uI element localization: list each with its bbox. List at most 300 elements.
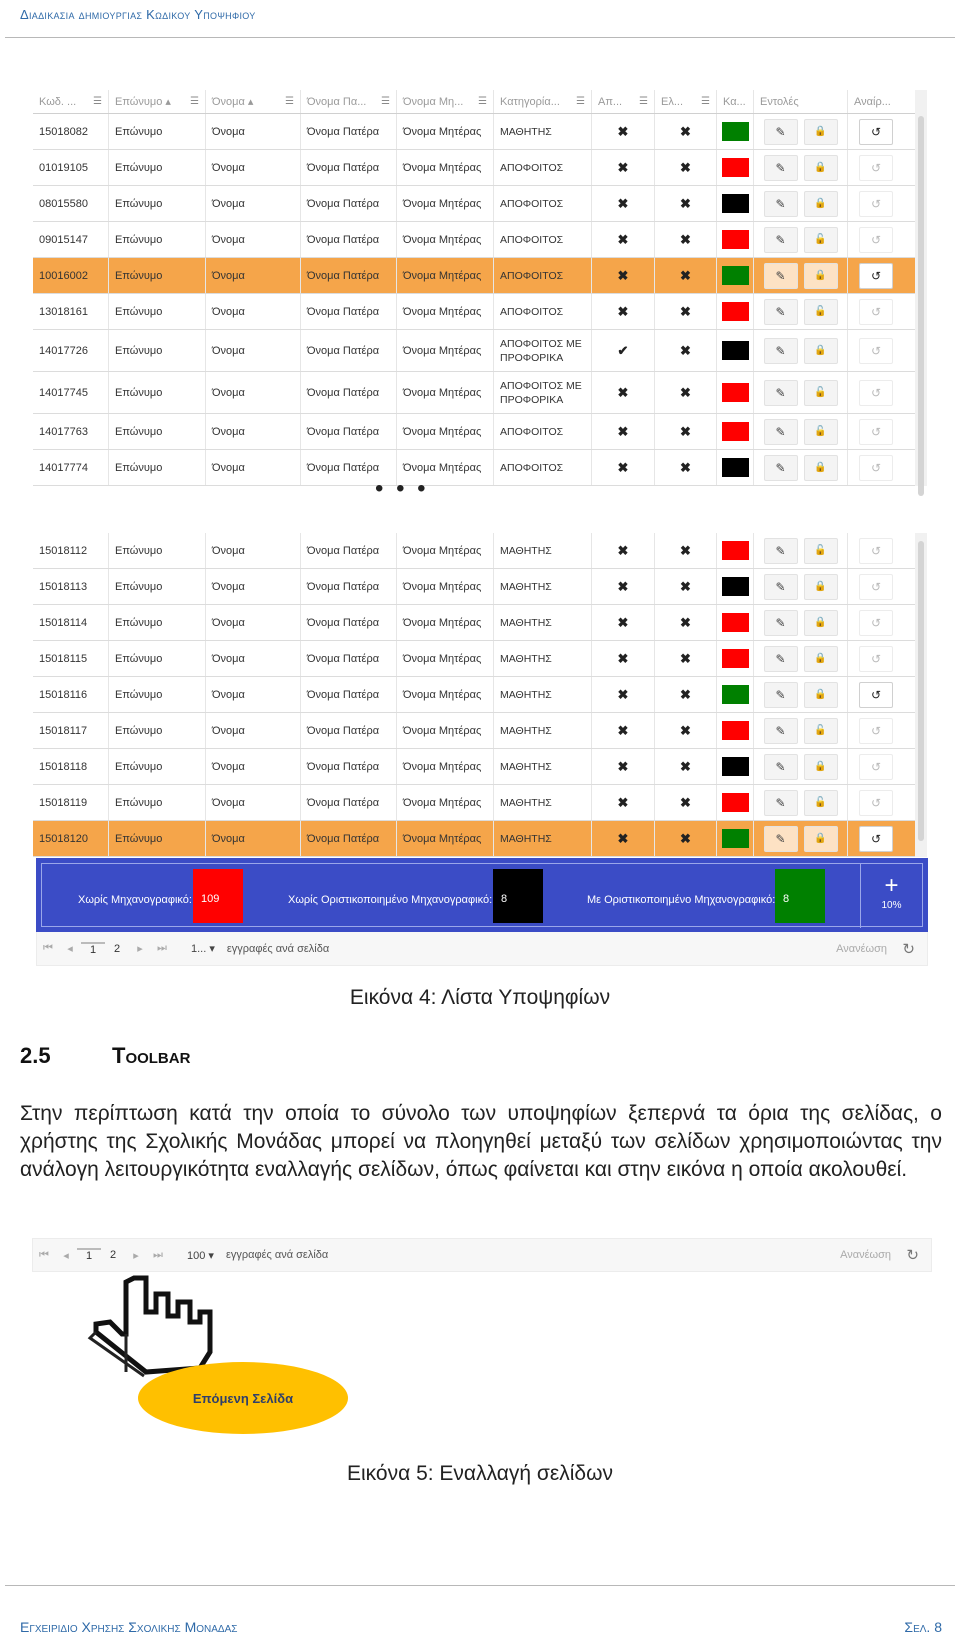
lock-icon: 🔒	[814, 581, 827, 592]
status-cell	[592, 641, 655, 676]
lock-icon: 🔒	[814, 689, 827, 700]
filter-icon[interactable]: ☰	[639, 96, 648, 107]
commands-cell	[754, 821, 848, 856]
candidate-code: 15018113	[33, 569, 109, 604]
mother-name: Όνομα Μητέρας	[397, 677, 494, 712]
grid-scrollbar-thumb[interactable]	[918, 116, 924, 496]
table-row[interactable]	[33, 785, 927, 821]
cross-icon: ✖	[680, 758, 691, 774]
filter-icon[interactable]: ☰	[93, 96, 102, 107]
status-cell	[592, 330, 655, 371]
last-name: Επώνυμο	[109, 450, 206, 485]
undo-cell	[848, 533, 904, 568]
first-name: Όνομα	[206, 150, 301, 185]
lock-icon: 🔒	[814, 617, 827, 628]
candidate-code: 14017745	[33, 372, 109, 413]
page-size-select[interactable]: 1... ▾	[191, 943, 215, 955]
column-header-label: Κατηγορία...	[500, 95, 560, 108]
undo-icon: ↺	[870, 543, 882, 558]
column-header[interactable]	[754, 90, 848, 113]
table-row[interactable]	[33, 749, 927, 785]
column-header[interactable]	[397, 90, 494, 113]
lock-button[interactable]	[804, 380, 838, 406]
table-row[interactable]	[33, 605, 927, 641]
lock-button[interactable]	[804, 263, 838, 289]
grid-header-row	[33, 90, 927, 114]
status-cell	[655, 372, 717, 413]
section-number: 2.5	[20, 1043, 51, 1068]
commands-cell	[754, 114, 848, 149]
edit-button[interactable]	[764, 574, 798, 600]
color-cell	[717, 294, 754, 329]
status-cell	[655, 821, 717, 856]
undo-button[interactable]	[859, 610, 893, 636]
color-cell	[717, 569, 754, 604]
commands-cell	[754, 569, 848, 604]
pencil-icon: ✎	[775, 385, 786, 400]
first-name: Όνομα	[206, 785, 301, 820]
pencil-icon: ✎	[775, 795, 786, 810]
color-cell	[717, 821, 754, 856]
father-name: Όνομα Πατέρα	[301, 330, 397, 371]
footer-divider	[5, 1585, 955, 1586]
edit-button[interactable]	[764, 299, 798, 325]
first-name: Όνομα	[206, 569, 301, 604]
column-header[interactable]	[592, 90, 655, 113]
first-name: Όνομα	[206, 821, 301, 856]
status-color-swatch	[722, 541, 749, 560]
unlock-icon: 🔓	[814, 387, 827, 398]
cross-icon: ✖	[617, 578, 629, 594]
commands-cell	[754, 605, 848, 640]
column-header[interactable]	[301, 90, 397, 113]
table-row[interactable]	[33, 821, 927, 857]
undo-cell	[848, 785, 904, 820]
table-row[interactable]	[33, 222, 927, 258]
column-header-label: Κωδ. ...	[39, 95, 77, 108]
cross-icon: ✖	[680, 159, 691, 175]
column-header[interactable]	[848, 90, 904, 113]
first-name: Όνομα	[206, 186, 301, 221]
status-cell	[592, 569, 655, 604]
lock-button[interactable]	[804, 754, 838, 780]
pager-toolbar-figure4	[36, 932, 928, 966]
column-header[interactable]	[33, 90, 109, 113]
lock-button[interactable]	[804, 155, 838, 181]
column-header-label: Επώνυμο ▴	[115, 96, 171, 108]
filter-icon[interactable]: ☰	[576, 96, 585, 107]
cross-icon: ✖	[680, 459, 691, 475]
unlock-icon: 🔓	[814, 426, 827, 437]
undo-button[interactable]	[859, 718, 893, 744]
edit-button[interactable]	[764, 718, 798, 744]
lock-button[interactable]	[804, 455, 838, 481]
table-row[interactable]	[33, 186, 927, 222]
lock-button[interactable]	[804, 191, 838, 217]
table-row[interactable]	[33, 677, 927, 713]
filter-icon[interactable]: ☰	[701, 96, 710, 107]
mother-name: Όνομα Μητέρας	[397, 414, 494, 449]
lock-button[interactable]	[804, 538, 838, 564]
next-page-icon[interactable]: ▸	[133, 1249, 139, 1262]
grid-scrollbar-bottom[interactable]	[915, 533, 927, 857]
page-1-button[interactable]: 1	[77, 1248, 101, 1262]
undo-button[interactable]	[859, 191, 893, 217]
undo-icon: ↺	[870, 196, 882, 211]
category: ΜΑΘΗΤΗΣ	[494, 533, 592, 568]
first-name: Όνομα	[206, 749, 301, 784]
lock-button[interactable]	[804, 682, 838, 708]
cross-icon: ✖	[680, 830, 691, 846]
last-name: Επώνυμο	[109, 677, 206, 712]
candidate-code: 08015580	[33, 186, 109, 221]
unlock-icon: 🔓	[814, 545, 827, 556]
add-candidate-button[interactable]	[860, 864, 922, 928]
cross-icon: ✖	[617, 159, 629, 175]
last-name: Επώνυμο	[109, 605, 206, 640]
color-cell	[717, 605, 754, 640]
status-cell	[655, 294, 717, 329]
column-header[interactable]	[655, 90, 717, 113]
status-color-swatch	[722, 577, 749, 596]
last-name: Επώνυμο	[109, 785, 206, 820]
undo-button[interactable]	[859, 155, 893, 181]
mother-name: Όνομα Μητέρας	[397, 749, 494, 784]
page-size-select[interactable]: 100 ▾	[187, 1249, 214, 1262]
color-cell	[717, 450, 754, 485]
category: ΑΠΟΦΟΙΤΟΣ	[494, 258, 592, 293]
status-cell	[655, 414, 717, 449]
first-page-icon[interactable]: ⏮	[43, 942, 53, 954]
undo-icon: ↺	[870, 651, 882, 666]
undo-cell	[848, 677, 904, 712]
table-row[interactable]	[33, 569, 927, 605]
undo-button[interactable]	[859, 419, 893, 445]
color-cell	[717, 372, 754, 413]
last-name: Επώνυμο	[109, 186, 206, 221]
candidate-code: 14017774	[33, 450, 109, 485]
color-cell	[717, 749, 754, 784]
rows-omitted-ellipsis: • • •	[375, 475, 429, 502]
mother-name: Όνομα Μητέρας	[397, 372, 494, 413]
lock-icon: 🔒	[814, 270, 827, 281]
column-header[interactable]	[206, 90, 301, 113]
status-cell	[655, 713, 717, 748]
table-row[interactable]	[33, 713, 927, 749]
status-cell	[655, 533, 717, 568]
color-cell	[717, 533, 754, 568]
status-cell	[592, 372, 655, 413]
undo-button[interactable]	[859, 754, 893, 780]
cross-icon: ✖	[617, 686, 629, 702]
last-page-icon[interactable]: ⏭	[157, 942, 167, 954]
edit-button[interactable]	[764, 227, 798, 253]
status-cell	[592, 150, 655, 185]
undo-cell	[848, 330, 904, 371]
lock-button[interactable]	[804, 119, 838, 145]
status-cell	[592, 533, 655, 568]
last-name: Επώνυμο	[109, 533, 206, 568]
column-header[interactable]	[717, 90, 754, 113]
undo-icon: ↺	[870, 615, 882, 630]
commands-cell	[754, 713, 848, 748]
first-name: Όνομα	[206, 258, 301, 293]
edit-button[interactable]	[764, 754, 798, 780]
edit-button[interactable]	[764, 191, 798, 217]
lock-button[interactable]	[804, 574, 838, 600]
cross-icon: ✖	[617, 542, 629, 558]
last-name: Επώνυμο	[109, 222, 206, 257]
status-color-swatch	[722, 230, 749, 249]
color-cell	[717, 114, 754, 149]
lock-icon: 🔒	[814, 653, 827, 664]
prev-page-icon[interactable]: ◂	[67, 943, 73, 955]
edit-button[interactable]	[764, 419, 798, 445]
category: ΜΑΘΗΤΗΣ	[494, 569, 592, 604]
table-row[interactable]	[33, 150, 927, 186]
column-header-label: Όνομα ▴	[212, 96, 254, 108]
table-row[interactable]	[33, 330, 927, 372]
undo-button[interactable]	[859, 682, 893, 708]
status-cell	[655, 186, 717, 221]
table-row[interactable]	[33, 414, 927, 450]
undo-button[interactable]	[859, 646, 893, 672]
status-color-swatch	[722, 302, 749, 321]
footer-manual-title: Εγχειριδιο Χρησης Σχολικης Μοναδας	[20, 1619, 238, 1635]
reload-icon[interactable]: ↻	[906, 1247, 919, 1264]
undo-button[interactable]	[859, 574, 893, 600]
filter-icon[interactable]: ☰	[381, 96, 390, 107]
edit-button[interactable]	[764, 338, 798, 364]
lock-button[interactable]	[804, 646, 838, 672]
status-color-swatch	[722, 685, 749, 704]
edit-button[interactable]	[764, 155, 798, 181]
edit-button[interactable]	[764, 646, 798, 672]
undo-cell	[848, 114, 904, 149]
undo-button[interactable]	[859, 538, 893, 564]
status-cell	[592, 605, 655, 640]
table-row[interactable]	[33, 258, 927, 294]
check-icon: ✔	[617, 342, 629, 358]
percent-label: 10%	[881, 900, 902, 911]
commands-cell	[754, 749, 848, 784]
undo-icon: ↺	[870, 232, 882, 247]
cross-icon: ✖	[617, 303, 629, 319]
undo-button[interactable]	[859, 338, 893, 364]
color-cell	[717, 186, 754, 221]
cross-icon: ✖	[680, 578, 691, 594]
cross-icon: ✖	[617, 123, 629, 139]
edit-button[interactable]	[764, 455, 798, 481]
page-size-label: εγγραφές ανά σελίδα	[225, 1249, 329, 1261]
category: ΜΑΘΗΤΗΣ	[494, 641, 592, 676]
status-cell	[655, 785, 717, 820]
column-header[interactable]	[494, 90, 592, 113]
undo-button[interactable]	[859, 119, 893, 145]
status-color-swatch	[722, 341, 749, 360]
father-name: Όνομα Πατέρα	[301, 294, 397, 329]
candidate-code: 15018116	[33, 677, 109, 712]
cross-icon: ✖	[617, 423, 629, 439]
undo-button[interactable]	[859, 263, 893, 289]
lock-icon: 🔒	[814, 126, 827, 137]
pencil-icon: ✎	[775, 651, 786, 666]
cross-icon: ✖	[680, 794, 691, 810]
table-row[interactable]	[33, 450, 927, 486]
undo-button[interactable]	[859, 380, 893, 406]
pencil-icon: ✎	[775, 759, 786, 774]
undo-cell	[848, 569, 904, 604]
table-row[interactable]	[33, 114, 927, 150]
lock-icon: 🔒	[814, 833, 827, 844]
edit-button[interactable]	[764, 380, 798, 406]
color-cell	[717, 258, 754, 293]
commands-cell	[754, 186, 848, 221]
first-name: Όνομα	[206, 330, 301, 371]
lock-button[interactable]	[804, 338, 838, 364]
status-cell	[655, 258, 717, 293]
undo-cell	[848, 605, 904, 640]
last-name: Επώνυμο	[109, 414, 206, 449]
father-name: Όνομα Πατέρα	[301, 114, 397, 149]
edit-button[interactable]	[764, 263, 798, 289]
last-page-icon[interactable]: ⏭	[153, 1248, 163, 1261]
page-2-button[interactable]: 2	[109, 1249, 117, 1261]
undo-button[interactable]	[859, 299, 893, 325]
pencil-icon: ✎	[775, 460, 786, 475]
plus-icon: +	[884, 872, 899, 899]
candidate-code: 15018115	[33, 641, 109, 676]
filter-icon[interactable]: ☰	[478, 96, 487, 107]
lock-icon: 🔒	[814, 761, 827, 772]
page-2-button[interactable]: 2	[113, 942, 121, 955]
status-color-swatch	[722, 829, 749, 848]
color-cell	[717, 414, 754, 449]
lock-button[interactable]	[804, 610, 838, 636]
pencil-icon: ✎	[775, 831, 786, 846]
last-name: Επώνυμο	[109, 749, 206, 784]
page-1-button[interactable]: 1	[81, 942, 105, 956]
mother-name: Όνομα Μητέρας	[397, 330, 494, 371]
mother-name: Όνομα Μητέρας	[397, 821, 494, 856]
edit-button[interactable]	[764, 610, 798, 636]
cross-icon: ✖	[617, 794, 629, 810]
category: ΜΑΘΗΤΗΣ	[494, 821, 592, 856]
status-cell	[592, 294, 655, 329]
father-name: Όνομα Πατέρα	[301, 713, 397, 748]
table-row[interactable]	[33, 533, 927, 569]
lock-button[interactable]	[804, 299, 838, 325]
undo-icon: ↺	[870, 723, 882, 738]
cross-icon: ✖	[680, 722, 691, 738]
category: ΑΠΟΦΟΙΤΟΣ	[494, 294, 592, 329]
first-name: Όνομα	[206, 450, 301, 485]
edit-button[interactable]	[764, 826, 798, 852]
category: ΑΠΟΦΟΙΤΟΣ	[494, 414, 592, 449]
mother-name: Όνομα Μητέρας	[397, 150, 494, 185]
grid-scrollbar-thumb-bottom[interactable]	[918, 541, 924, 841]
lock-button[interactable]	[804, 419, 838, 445]
not-final-label: Χωρίς Οριστικοποιημένο Μηχανογραφικό:	[288, 894, 493, 906]
status-cell	[592, 821, 655, 856]
first-name: Όνομα	[206, 713, 301, 748]
cross-icon: ✖	[617, 722, 629, 738]
filter-icon[interactable]: ☰	[190, 96, 199, 107]
status-cell	[592, 222, 655, 257]
mother-name: Όνομα Μητέρας	[397, 258, 494, 293]
father-name: Όνομα Πατέρα	[301, 372, 397, 413]
mother-name: Όνομα Μητέρας	[397, 450, 494, 485]
first-name: Όνομα	[206, 641, 301, 676]
final-count: 8	[775, 869, 825, 923]
section-heading	[20, 1043, 190, 1069]
edit-button[interactable]	[764, 682, 798, 708]
undo-button[interactable]	[859, 790, 893, 816]
undo-icon: ↺	[870, 687, 882, 702]
status-cell	[655, 569, 717, 604]
status-cell	[655, 605, 717, 640]
cross-icon: ✖	[680, 686, 691, 702]
undo-button[interactable]	[859, 227, 893, 253]
father-name: Όνομα Πατέρα	[301, 821, 397, 856]
column-header-label: Όνομα Μη...	[403, 95, 464, 108]
status-color-swatch	[722, 383, 749, 402]
table-row[interactable]	[33, 641, 927, 677]
status-cell	[655, 330, 717, 371]
status-cell	[592, 258, 655, 293]
color-cell	[717, 713, 754, 748]
table-row[interactable]	[33, 372, 927, 414]
candidate-code: 13018161	[33, 294, 109, 329]
grid-scrollbar[interactable]	[915, 90, 927, 486]
reload-icon[interactable]: ↻	[902, 940, 915, 958]
first-name: Όνομα	[206, 677, 301, 712]
first-name: Όνομα	[206, 414, 301, 449]
lock-button[interactable]	[804, 826, 838, 852]
father-name: Όνομα Πατέρα	[301, 749, 397, 784]
page-size-label: εγγραφές ανά σελίδα	[226, 942, 330, 955]
pencil-icon: ✎	[775, 424, 786, 439]
first-name: Όνομα	[206, 294, 301, 329]
undo-cell	[848, 749, 904, 784]
prev-page-icon[interactable]: ◂	[63, 1249, 69, 1262]
first-page-icon[interactable]: ⏮	[39, 1248, 49, 1261]
edit-button[interactable]	[764, 119, 798, 145]
lock-button[interactable]	[804, 718, 838, 744]
cross-icon: ✖	[680, 303, 691, 319]
mother-name: Όνομα Μητέρας	[397, 605, 494, 640]
undo-icon: ↺	[870, 268, 882, 283]
color-cell	[717, 677, 754, 712]
undo-button[interactable]	[859, 455, 893, 481]
next-page-icon[interactable]: ▸	[137, 943, 143, 955]
cross-icon: ✖	[617, 758, 629, 774]
undo-button[interactable]	[859, 826, 893, 852]
status-color-swatch	[722, 458, 749, 477]
commands-cell	[754, 677, 848, 712]
category: ΜΑΘΗΤΗΣ	[494, 114, 592, 149]
edit-button[interactable]	[764, 538, 798, 564]
table-row[interactable]	[33, 294, 927, 330]
lock-button[interactable]	[804, 227, 838, 253]
lock-button[interactable]	[804, 790, 838, 816]
last-name: Επώνυμο	[109, 372, 206, 413]
column-header[interactable]	[109, 90, 206, 113]
status-cell	[592, 414, 655, 449]
edit-button[interactable]	[764, 790, 798, 816]
filter-icon[interactable]: ☰	[285, 96, 294, 107]
pencil-icon: ✎	[775, 268, 786, 283]
